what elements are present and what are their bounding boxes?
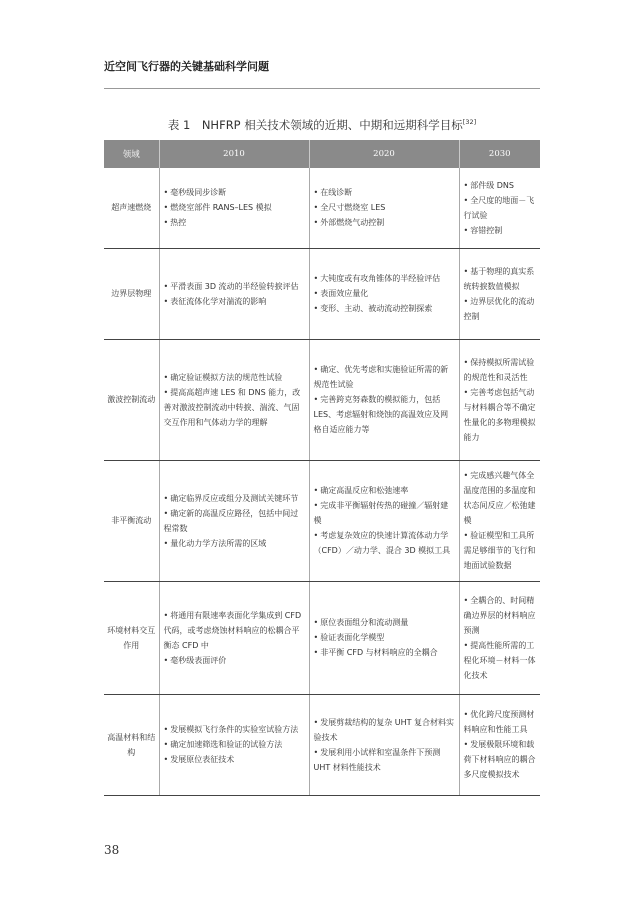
goal-text: 在线诊断	[320, 188, 353, 198]
table-header-row	[104, 140, 540, 168]
goal-cell-2030	[459, 460, 540, 581]
goal-text: 变形、主动、被动流动控制探索	[320, 304, 433, 313]
bullet-icon: •	[313, 188, 319, 198]
goal-text: 优化跨尺度预测材料响应和性能工具	[463, 710, 535, 734]
goal-list	[164, 370, 305, 430]
caption-reference: [32]	[462, 118, 477, 127]
bullet-icon: •	[463, 387, 469, 397]
bullet-icon: •	[163, 725, 169, 734]
bullet-icon: •	[163, 655, 169, 665]
goal-list	[164, 279, 305, 309]
bullet-icon: •	[313, 747, 319, 757]
goal-text: 发展模拟飞行条件的实验室试验方法	[170, 725, 299, 734]
goal-text: 热控	[170, 218, 187, 228]
bullet-icon: •	[463, 595, 469, 605]
header-2010: 2010	[159, 140, 309, 168]
bullet-icon: •	[163, 508, 169, 518]
field-cell: 高温材料和结构	[104, 694, 159, 795]
bullet-icon: •	[463, 740, 469, 749]
bullet-icon: •	[313, 633, 319, 642]
field-cell: 环境材料交互作用	[104, 581, 159, 694]
bullet-icon: •	[313, 618, 319, 627]
goal-cell-2020	[309, 460, 459, 581]
goal-item	[164, 215, 305, 230]
goal-item	[314, 301, 455, 316]
bullet-icon: •	[163, 203, 169, 213]
goal-cell-2010	[159, 460, 309, 581]
goal-text: 完成感兴趣气体全温度范围的多温度和状态间反应／松弛建模	[463, 471, 536, 525]
bullet-icon: •	[313, 274, 319, 283]
science-goals-table	[104, 140, 540, 796]
goal-list	[314, 271, 455, 316]
table-row	[104, 248, 540, 339]
goal-text: 确定临界反应或组分及测试关键环节	[170, 493, 299, 503]
goal-item	[464, 193, 537, 223]
goal-text: 边界层优化的流动控制	[463, 296, 535, 321]
field-cell: 激波控制流动	[104, 339, 159, 460]
goal-text: 毫秒级表面评价	[170, 655, 227, 665]
goal-text: 验证模型和工具所需足够细节的飞行和地面试验数据	[463, 531, 536, 570]
goal-text: 确定新的高温反应路径，包括中间过程常数	[163, 508, 299, 533]
bullet-icon: •	[463, 296, 469, 306]
goal-text: 全耦合的、时间精确边界层的材料响应预测	[463, 595, 536, 635]
goal-item	[164, 294, 305, 309]
bullet-icon: •	[313, 531, 319, 540]
goal-cell-2010	[159, 581, 309, 694]
goal-text: 燃烧室部件 RANS–LES 模拟	[170, 203, 272, 213]
goal-item	[164, 608, 305, 653]
page-number: 38	[104, 843, 120, 857]
goal-item	[164, 385, 305, 430]
goal-item	[314, 630, 455, 645]
bullet-icon: •	[463, 357, 469, 367]
goal-item	[464, 593, 537, 638]
goal-text: 确定、优先考虑和实施验证所需的新规范性试验	[313, 365, 449, 389]
goal-list	[464, 707, 537, 782]
goal-item	[464, 294, 537, 324]
goal-item	[314, 200, 455, 215]
table-body	[104, 168, 540, 795]
caption-text: 表 1 NHFRP 相关技术领域的近期、中期和远期科学目标	[167, 118, 463, 132]
goal-list	[164, 722, 305, 767]
goal-text: 部件级 DNS	[470, 180, 514, 190]
goal-item	[464, 223, 537, 238]
goal-item	[164, 752, 305, 767]
goal-text: 将通用有限速率表面化学集成到 CFD 代码，或考虑烧蚀材料响应的松耦合平衡态 CFD 中	[163, 610, 302, 650]
goal-item	[314, 483, 455, 498]
bullet-icon: •	[463, 471, 469, 480]
goal-item	[314, 615, 455, 630]
goal-item	[164, 185, 305, 200]
bullet-icon: •	[313, 218, 319, 228]
goal-text: 验证表面化学模型	[320, 633, 385, 642]
goal-list	[314, 715, 455, 775]
goal-text: 发展利用小试样和室温条件下预测 UHT 材料性能技术	[313, 747, 441, 772]
goal-text: 非平衡 CFD 与材料响应的全耦合	[320, 648, 438, 657]
goal-text: 表征流体化学对湍流的影响	[170, 296, 267, 306]
goal-text: 保持模拟所需试验的规范性和灵活性	[463, 357, 535, 382]
goal-text: 完成非平衡辐射传热的碰撞／辐射建模	[313, 501, 449, 525]
goal-cell-2010	[159, 339, 309, 460]
goal-item	[164, 370, 305, 385]
table-row	[104, 581, 540, 694]
bullet-icon: •	[463, 266, 469, 276]
goal-item	[464, 264, 537, 294]
goal-item	[464, 737, 537, 782]
bullet-icon: •	[163, 188, 169, 198]
goal-cell-2030	[459, 339, 540, 460]
bullet-icon: •	[463, 195, 469, 205]
goal-item	[314, 498, 455, 528]
bullet-icon: •	[163, 740, 169, 749]
goal-item	[314, 215, 455, 230]
goal-text: 表面效应量化	[320, 289, 369, 298]
header-2030: 2030	[459, 140, 540, 168]
goal-item	[464, 355, 537, 385]
table-row	[104, 339, 540, 460]
field-cell: 边界层物理	[104, 248, 159, 339]
bullet-icon: •	[313, 289, 319, 298]
goal-list	[164, 491, 305, 551]
goal-list	[164, 185, 305, 230]
goal-item	[314, 645, 455, 660]
goal-cell-2020	[309, 581, 459, 694]
goal-item	[164, 491, 305, 506]
bullet-icon: •	[463, 180, 469, 190]
goal-list	[314, 362, 455, 437]
goal-list	[314, 483, 455, 558]
bullet-icon: •	[463, 710, 469, 719]
goal-item	[314, 271, 455, 286]
bullet-icon: •	[313, 304, 319, 313]
goal-list	[314, 185, 455, 230]
running-header: 近空间飞行器的关键基础科学问题	[104, 60, 269, 73]
header-2020: 2020	[309, 140, 459, 168]
goal-text: 外部燃烧气动控制	[320, 218, 385, 228]
goal-cell-2020	[309, 694, 459, 795]
header-field: 领域	[104, 140, 159, 168]
bullet-icon: •	[313, 648, 319, 657]
goal-item	[164, 737, 305, 752]
goal-item	[314, 715, 455, 745]
bullet-icon: •	[163, 755, 169, 764]
goal-item	[164, 200, 305, 215]
goal-item	[314, 528, 455, 558]
goal-text: 基于物理的真实系统转捩数值模拟	[463, 266, 535, 291]
goal-text: 量化动力学方法所需的区域	[170, 538, 267, 548]
goal-item	[464, 385, 537, 445]
bullet-icon: •	[313, 203, 319, 213]
bullet-icon: •	[463, 225, 469, 235]
goal-cell-2030	[459, 248, 540, 339]
goal-item	[164, 722, 305, 737]
goal-text: 发展剪裁结构的复杂 UHT 复合材料实验技术	[313, 717, 455, 742]
goal-list	[164, 608, 305, 668]
goal-item	[464, 707, 537, 737]
bullet-icon: •	[163, 281, 169, 291]
bullet-icon: •	[463, 531, 469, 540]
goal-item	[314, 362, 455, 392]
bullet-icon: •	[163, 296, 169, 306]
goal-text: 提高性能所需的工程化环境－材料一体化技术	[463, 640, 536, 680]
bullet-icon: •	[163, 218, 169, 228]
bullet-icon: •	[313, 501, 319, 510]
goal-item	[314, 392, 455, 437]
goal-text: 确定加速筛选和验证的试验方法	[170, 740, 283, 749]
table-row	[104, 168, 540, 248]
bullet-icon: •	[313, 486, 319, 495]
goal-list	[464, 178, 537, 238]
goal-cell-2020	[309, 168, 459, 248]
bullet-icon: •	[463, 640, 469, 650]
bullet-icon: •	[163, 538, 169, 548]
header-rule	[104, 88, 540, 89]
goal-text: 全尺度的地面－飞行试验	[463, 195, 535, 220]
goal-text: 提高高超声速 LES 和 DNS 能力，改善对激波控制流动中转捩、湍流、气固交互作用和气体动力学的理解	[163, 387, 301, 427]
goal-cell-2020	[309, 248, 459, 339]
goal-text: 发展极限环境和载荷下材料响应的耦合多尺度模拟技术	[463, 740, 536, 779]
goal-item	[464, 528, 537, 573]
goal-text: 毫秒级同步诊断	[170, 188, 227, 198]
bullet-icon: •	[313, 717, 319, 727]
table-row	[104, 694, 540, 795]
bullet-icon: •	[163, 387, 169, 397]
goal-item	[164, 653, 305, 668]
goal-cell-2030	[459, 581, 540, 694]
goal-item	[464, 178, 537, 193]
field-cell: 非平衡流动	[104, 460, 159, 581]
goal-item	[314, 745, 455, 775]
goal-item	[464, 468, 537, 528]
goal-cell-2020	[309, 339, 459, 460]
goal-list	[464, 355, 537, 445]
goal-cell-2010	[159, 694, 309, 795]
bullet-icon: •	[163, 610, 169, 620]
goal-text: 原位表面组分和流动测量	[320, 618, 409, 627]
goal-text: 完善考虑包括气动与材料耦合等不确定性量化的多物理模拟能力	[463, 387, 536, 442]
goal-list	[464, 468, 537, 573]
goal-item	[164, 506, 305, 536]
goal-text: 确定高温反应和松弛速率	[320, 486, 409, 495]
bullet-icon: •	[163, 493, 169, 503]
table-row	[104, 460, 540, 581]
goal-text: 发展原位表征技术	[170, 755, 235, 764]
goal-cell-2010	[159, 248, 309, 339]
goal-text: 考虑复杂效应的快速计算流体动力学（CFD）／动力学、混合 3D 模拟工具	[313, 531, 451, 555]
goal-item	[314, 185, 455, 200]
bullet-icon: •	[313, 395, 319, 404]
goal-item	[164, 279, 305, 294]
goal-item	[464, 638, 537, 683]
goal-cell-2030	[459, 694, 540, 795]
table-caption	[104, 117, 540, 133]
goal-text: 大钝度或有攻角锥体的半经验评估	[320, 274, 441, 283]
bullet-icon: •	[313, 365, 319, 374]
goal-list	[464, 593, 537, 683]
goal-text: 容错控制	[470, 225, 503, 235]
goal-text: 完善跨克努森数的模拟能力，包括 LES、考虑辐射和烧蚀的高温效应及网格自适应能力等	[313, 395, 449, 434]
goal-item	[314, 286, 455, 301]
goal-text: 平滑表面 3D 流动的半经验转捩评估	[170, 281, 299, 291]
field-cell: 超声速燃烧	[104, 168, 159, 248]
goal-list	[464, 264, 537, 324]
bullet-icon: •	[163, 372, 169, 382]
goal-cell-2010	[159, 168, 309, 248]
goal-cell-2030	[459, 168, 540, 248]
goal-list	[314, 615, 455, 660]
goal-text: 确定验证模拟方法的规范性试验	[170, 372, 283, 382]
goal-text: 全尺寸燃烧室 LES	[320, 203, 386, 213]
goal-item	[164, 536, 305, 551]
